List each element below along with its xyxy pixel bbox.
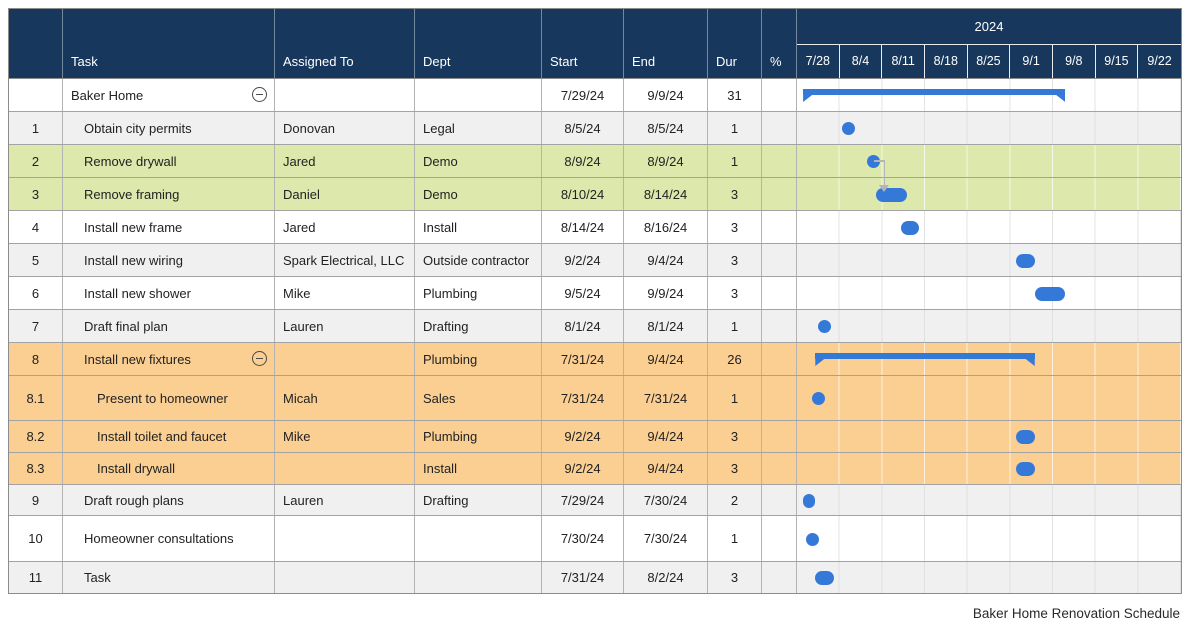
task-name-cell[interactable]: [63, 211, 275, 243]
timeline-cell: [797, 562, 1181, 593]
row-number-cell[interactable]: 11: [9, 562, 63, 593]
week-header-8/18: 8/18: [925, 45, 968, 79]
row-number-cell[interactable]: [9, 79, 63, 111]
gantt-task-bar[interactable]: [1016, 430, 1034, 444]
dept-cell[interactable]: Drafting: [415, 310, 542, 342]
week-header-9/15: 9/15: [1096, 45, 1139, 79]
duration-cell[interactable]: 3: [708, 244, 762, 276]
assigned-to-cell[interactable]: Donovan: [275, 112, 415, 144]
gantt-task-bar[interactable]: [803, 494, 815, 508]
week-header-8/25: 8/25: [968, 45, 1011, 79]
task-name-cell[interactable]: [63, 310, 275, 342]
percent-cell[interactable]: [762, 79, 797, 111]
task-name-cell[interactable]: [63, 244, 275, 276]
gantt-task-bar[interactable]: [1016, 462, 1034, 476]
task-name-cell[interactable]: [63, 376, 275, 420]
summary-bar-bs-mid: [815, 353, 1034, 359]
dept-cell[interactable]: [415, 562, 542, 593]
end-date-cell[interactable]: 9/4/24: [624, 244, 708, 276]
summary-bar-bs-r: [1026, 353, 1035, 366]
end-date-cell[interactable]: 8/9/24: [624, 145, 708, 177]
duration-cell[interactable]: 3: [708, 178, 762, 210]
start-date-cell[interactable]: 9/2/24: [542, 421, 624, 452]
assigned-to-cell[interactable]: [275, 343, 415, 375]
dept-cell[interactable]: Install: [415, 211, 542, 243]
task-row-3: [9, 178, 1181, 211]
task-name-cell[interactable]: [63, 485, 275, 515]
end-date-cell[interactable]: 7/31/24: [624, 376, 708, 420]
summary-bar-bs-mid: [803, 89, 1065, 95]
start-date-cell[interactable]: 7/29/24: [542, 79, 624, 111]
task-name-cell[interactable]: [63, 79, 275, 111]
percent-cell[interactable]: [762, 421, 797, 452]
dept-cell[interactable]: Demo: [415, 178, 542, 210]
dept-cell[interactable]: Legal: [415, 112, 542, 144]
task-name-cell[interactable]: [63, 421, 275, 452]
task-name-label: Install drywall: [97, 461, 176, 476]
column-header-rownum[interactable]: [9, 9, 63, 78]
column-header-dur[interactable]: Dur: [708, 9, 762, 78]
gantt-task-bar[interactable]: [1016, 254, 1034, 268]
column-header-end[interactable]: End: [624, 9, 708, 78]
dept-cell[interactable]: [415, 79, 542, 111]
row-number-cell[interactable]: 10: [9, 516, 63, 561]
dept-cell[interactable]: Sales: [415, 376, 542, 420]
column-header-start[interactable]: Start: [542, 9, 624, 78]
task-name-label: Task: [84, 570, 111, 585]
task-row-summary: [9, 79, 1181, 112]
assigned-to-cell[interactable]: Mike: [275, 421, 415, 452]
percent-cell[interactable]: [762, 562, 797, 593]
duration-cell[interactable]: 3: [708, 453, 762, 484]
task-name-label: Homeowner consultations: [84, 531, 234, 546]
column-header-task[interactable]: Task: [63, 9, 275, 78]
task-name-label: Baker Home: [71, 87, 144, 103]
collapse-minus-icon[interactable]: [252, 87, 267, 102]
task-name-cell[interactable]: [63, 178, 275, 210]
collapse-minus-icon[interactable]: [252, 351, 267, 366]
end-date-cell[interactable]: 9/4/24: [624, 453, 708, 484]
end-date-cell[interactable]: 8/5/24: [624, 112, 708, 144]
gantt-task-bar[interactable]: [815, 571, 833, 585]
timeline-header: [797, 9, 1181, 78]
assigned-to-cell[interactable]: Mike: [275, 277, 415, 309]
gantt-summary-bar[interactable]: [803, 89, 1065, 102]
assigned-to-cell[interactable]: Lauren: [275, 485, 415, 515]
week-header-8/11: 8/11: [882, 45, 925, 79]
task-row-8.2: [9, 421, 1181, 453]
assigned-to-cell[interactable]: Micah: [275, 376, 415, 420]
end-date-cell[interactable]: 9/9/24: [624, 277, 708, 309]
percent-cell[interactable]: [762, 178, 797, 210]
percent-cell[interactable]: [762, 343, 797, 375]
row-number-cell[interactable]: 9: [9, 485, 63, 515]
timeline-cell: [797, 421, 1181, 452]
start-date-cell[interactable]: 8/5/24: [542, 112, 624, 144]
task-row-9: [9, 485, 1181, 516]
start-date-cell[interactable]: 7/31/24: [542, 562, 624, 593]
gantt-table: [8, 8, 1182, 594]
task-name-label: Obtain city permits: [84, 120, 192, 136]
timeline-week-labels: [797, 45, 1181, 79]
assigned-to-cell[interactable]: Spark Electrical, LLC: [275, 244, 415, 276]
task-name-cell[interactable]: [63, 516, 275, 561]
assigned-to-cell[interactable]: [275, 562, 415, 593]
end-date-cell[interactable]: 8/1/24: [624, 310, 708, 342]
end-date-cell[interactable]: 9/4/24: [624, 421, 708, 452]
row-number-cell[interactable]: 3: [9, 178, 63, 210]
duration-cell[interactable]: 3: [708, 562, 762, 593]
task-name-cell[interactable]: [63, 343, 275, 375]
end-date-cell[interactable]: 8/16/24: [624, 211, 708, 243]
assigned-to-cell[interactable]: Daniel: [275, 178, 415, 210]
start-date-cell[interactable]: 8/10/24: [542, 178, 624, 210]
gantt-task-bar[interactable]: [901, 221, 919, 235]
duration-cell[interactable]: 31: [708, 79, 762, 111]
column-header-assigned[interactable]: Assigned To: [275, 9, 415, 78]
timeline-cell: [797, 145, 1181, 177]
task-row-6: [9, 277, 1181, 310]
timeline-cell: [797, 178, 1181, 210]
task-row-10: [9, 516, 1181, 562]
start-date-cell[interactable]: 7/31/24: [542, 343, 624, 375]
end-date-cell[interactable]: 7/30/24: [624, 516, 708, 561]
dept-cell[interactable]: Plumbing: [415, 343, 542, 375]
timeline-cell: [797, 343, 1181, 375]
task-name-cell[interactable]: [63, 562, 275, 593]
percent-cell[interactable]: [762, 277, 797, 309]
end-date-cell[interactable]: 9/9/24: [624, 79, 708, 111]
gantt-task-dot[interactable]: [818, 320, 831, 333]
start-date-cell[interactable]: 9/2/24: [542, 244, 624, 276]
timeline-cell: [797, 244, 1181, 276]
duration-cell[interactable]: 1: [708, 310, 762, 342]
task-row-7: [9, 310, 1181, 343]
task-name-label: Install toilet and faucet: [97, 429, 227, 444]
assigned-to-cell[interactable]: Jared: [275, 211, 415, 243]
duration-cell[interactable]: 1: [708, 145, 762, 177]
table-header-row: [9, 9, 1181, 79]
percent-cell[interactable]: [762, 211, 797, 243]
end-date-cell[interactable]: 8/2/24: [624, 562, 708, 593]
task-row-8.3: [9, 453, 1181, 485]
timeline-cell: [797, 310, 1181, 342]
row-number-cell[interactable]: 6: [9, 277, 63, 309]
task-name-cell[interactable]: [63, 112, 275, 144]
week-header-8/4: 8/4: [840, 45, 883, 79]
task-row-4: [9, 211, 1181, 244]
timeline-cell: [797, 516, 1181, 561]
task-row-8: [9, 343, 1181, 376]
row-number-cell[interactable]: 8.2: [9, 421, 63, 452]
percent-cell[interactable]: [762, 310, 797, 342]
dept-cell[interactable]: Drafting: [415, 485, 542, 515]
row-number-cell[interactable]: 8.3: [9, 453, 63, 484]
table-body: [9, 79, 1181, 593]
task-row-8.1: [9, 376, 1181, 421]
timeline-cell: [797, 277, 1181, 309]
start-date-cell[interactable]: 7/29/24: [542, 485, 624, 515]
timeline-cell: [797, 453, 1181, 484]
timeline-cell: [797, 79, 1181, 111]
assigned-to-cell[interactable]: [275, 79, 415, 111]
task-name-label: Remove drywall: [84, 153, 177, 169]
duration-cell[interactable]: 3: [708, 421, 762, 452]
column-header-pct[interactable]: %: [762, 9, 797, 78]
start-date-cell[interactable]: 8/14/24: [542, 211, 624, 243]
task-name-label: Install new frame: [84, 219, 183, 235]
start-date-cell[interactable]: 7/31/24: [542, 376, 624, 420]
end-date-cell[interactable]: 7/30/24: [624, 485, 708, 515]
task-name-label: Install new shower: [84, 285, 191, 301]
week-header-7/28: 7/28: [797, 45, 840, 79]
task-name-label: Remove framing: [84, 186, 180, 202]
end-date-cell[interactable]: 9/4/24: [624, 343, 708, 375]
dept-cell[interactable]: Install: [415, 453, 542, 484]
gantt-task-dot[interactable]: [806, 533, 819, 546]
week-header-9/22: 9/22: [1147, 54, 1172, 69]
end-date-cell[interactable]: 8/14/24: [624, 178, 708, 210]
assigned-to-cell[interactable]: Lauren: [275, 310, 415, 342]
sheet-title: Baker Home Renovation Schedule: [972, 606, 1180, 621]
timeline-cell: [797, 485, 1181, 515]
task-row-11: [9, 562, 1181, 593]
percent-cell[interactable]: [762, 112, 797, 144]
summary-bar-bs-r: [1056, 89, 1065, 102]
task-name-cell[interactable]: [63, 453, 275, 484]
gantt-task-dot[interactable]: [842, 122, 855, 135]
assigned-to-cell[interactable]: [275, 453, 415, 484]
start-date-cell[interactable]: 8/1/24: [542, 310, 624, 342]
percent-cell[interactable]: [762, 453, 797, 484]
task-row-5: [9, 244, 1181, 277]
duration-cell[interactable]: 1: [708, 376, 762, 420]
row-number-cell[interactable]: 4: [9, 211, 63, 243]
assigned-to-cell[interactable]: [275, 516, 415, 561]
start-date-cell[interactable]: 8/9/24: [542, 145, 624, 177]
dept-cell[interactable]: Demo: [415, 145, 542, 177]
duration-cell[interactable]: 3: [708, 277, 762, 309]
task-row-1: [9, 112, 1181, 145]
row-number-cell[interactable]: 5: [9, 244, 63, 276]
percent-cell[interactable]: [762, 376, 797, 420]
start-date-cell[interactable]: 9/5/24: [542, 277, 624, 309]
week-header-9/1: 9/1: [1010, 45, 1053, 79]
dept-cell[interactable]: Outside contractor: [415, 244, 542, 276]
task-name-label: Install new fixtures: [84, 351, 191, 367]
percent-cell[interactable]: [762, 244, 797, 276]
task-name-label: Install new wiring: [84, 252, 183, 268]
row-number-cell[interactable]: 8: [9, 343, 63, 375]
duration-cell[interactable]: 26: [708, 343, 762, 375]
gantt-summary-bar[interactable]: [815, 353, 1034, 366]
row-number-cell[interactable]: 2: [9, 145, 63, 177]
duration-cell[interactable]: 3: [708, 211, 762, 243]
task-name-label: Draft rough plans: [84, 492, 184, 508]
timeline-cell: [797, 211, 1181, 243]
timeline-cell: [797, 376, 1181, 420]
row-number-cell[interactable]: 7: [9, 310, 63, 342]
summary-bar-bs-l: [803, 89, 812, 102]
start-date-cell[interactable]: 7/30/24: [542, 516, 624, 561]
gantt-task-dot[interactable]: [867, 155, 880, 168]
task-name-label: Draft final plan: [84, 318, 168, 334]
column-header-dept[interactable]: Dept: [415, 9, 542, 78]
week-header-9/8: 9/8: [1053, 45, 1096, 79]
row-number-cell[interactable]: 1: [9, 112, 63, 144]
row-number-cell[interactable]: 8.1: [9, 376, 63, 420]
dept-cell[interactable]: Plumbing: [415, 421, 542, 452]
gantt-task-dot[interactable]: [812, 392, 825, 405]
task-name-label: Present to homeowner: [97, 390, 228, 406]
duration-cell[interactable]: 1: [708, 112, 762, 144]
task-name-cell[interactable]: [63, 277, 275, 309]
percent-cell[interactable]: [762, 485, 797, 515]
gantt-task-bar[interactable]: [1035, 287, 1065, 301]
task-name-cell[interactable]: [63, 145, 275, 177]
assigned-to-cell[interactable]: Jared: [275, 145, 415, 177]
summary-bar-bs-l: [815, 353, 824, 366]
timeline-cell: [797, 112, 1181, 144]
timeline-year-label: 2024: [797, 9, 1181, 45]
duration-cell[interactable]: 2: [708, 485, 762, 515]
dept-cell[interactable]: Plumbing: [415, 277, 542, 309]
gantt-task-bar[interactable]: [876, 188, 906, 202]
percent-cell[interactable]: [762, 516, 797, 561]
start-date-cell[interactable]: 9/2/24: [542, 453, 624, 484]
percent-cell[interactable]: [762, 145, 797, 177]
dept-cell[interactable]: [415, 516, 542, 561]
duration-cell[interactable]: 1: [708, 516, 762, 561]
task-row-2: [9, 145, 1181, 178]
